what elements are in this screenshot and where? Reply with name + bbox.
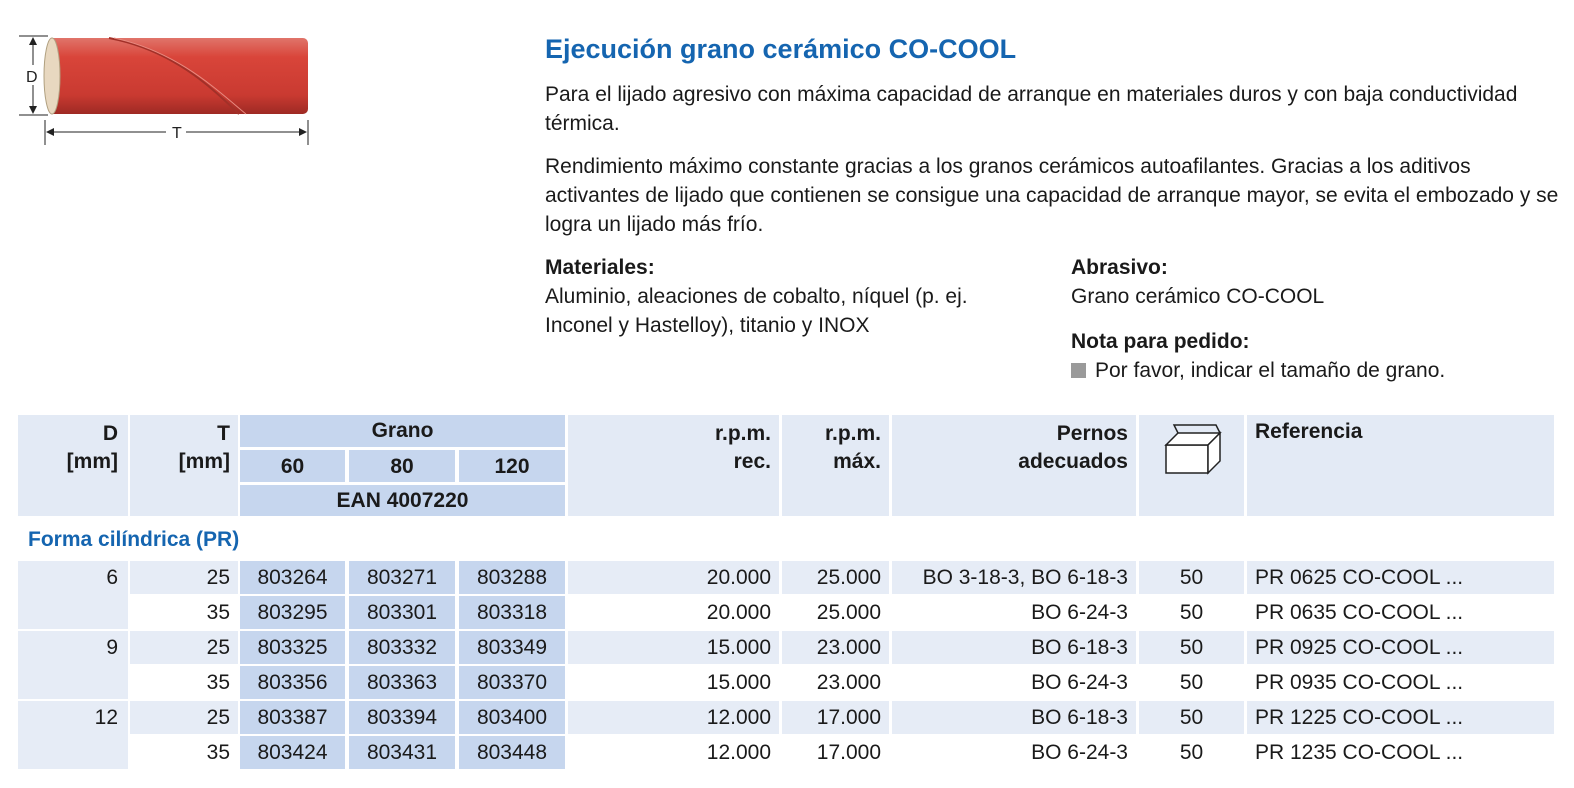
cell-pernos: BO 3-18-3, BO 6-18-3 (892, 561, 1136, 594)
header-grit-60: 60 (240, 450, 345, 482)
cell-ref: PR 1235 CO-COOL ... (1247, 736, 1554, 769)
cell-ref: PR 1225 CO-COOL ... (1247, 701, 1554, 734)
cell-d (18, 594, 128, 629)
cell-max: 25.000 (782, 596, 889, 629)
materials-line-2: Inconel y Hastelloy), titanio y INOX (545, 314, 870, 337)
header-rpm-rec-line2: rec. (733, 450, 771, 473)
materials-line-1: Aluminio, aleaciones de cobalto, níquel (p. ej. (545, 285, 968, 308)
cell-pack: 50 (1139, 701, 1244, 734)
cell-pernos: BO 6-24-3 (892, 736, 1136, 769)
cell-rec: 20.000 (568, 561, 779, 594)
header-grano: Grano (240, 415, 565, 447)
header-d (18, 415, 128, 516)
materials-block (545, 253, 1025, 340)
cell-g80: 803431 (349, 736, 455, 769)
cell-d (18, 664, 128, 699)
description-block (545, 32, 1565, 413)
product-table (18, 415, 1554, 775)
cell-pack: 50 (1139, 666, 1244, 699)
cell-g80: 803332 (349, 631, 455, 664)
cell-g60: 803356 (240, 666, 345, 699)
cell-t: 25 (130, 561, 238, 594)
cell-g60: 803387 (240, 701, 345, 734)
cell-max: 17.000 (782, 736, 889, 769)
cell-ref: PR 0925 CO-COOL ... (1247, 631, 1554, 664)
header-d-line2: [mm] (66, 450, 118, 473)
product-illustration (14, 30, 324, 150)
cell-rec: 15.000 (568, 631, 779, 664)
cell-g60: 803264 (240, 561, 345, 594)
cell-d: 6 (18, 561, 128, 594)
cell-pack: 50 (1139, 561, 1244, 594)
cell-t: 25 (130, 631, 238, 664)
cell-g80: 803363 (349, 666, 455, 699)
header-referencia: Referencia (1247, 415, 1554, 516)
header-t-line2: [mm] (178, 450, 230, 473)
abrasive-label: Abrasivo: (1071, 256, 1168, 279)
cell-ref: PR 0625 CO-COOL ... (1247, 561, 1554, 594)
cell-g120: 803318 (459, 596, 565, 629)
header-d-line1: D (102, 422, 118, 445)
cell-t: 25 (130, 701, 238, 734)
cell-max: 23.000 (782, 666, 889, 699)
cell-t: 35 (130, 596, 238, 629)
cell-rec: 20.000 (568, 596, 779, 629)
cell-g120: 803448 (459, 736, 565, 769)
cell-ref: PR 0635 CO-COOL ... (1247, 596, 1554, 629)
page-title: Ejecución grano cerámico CO-COOL (545, 34, 1017, 64)
cell-pack: 50 (1139, 736, 1244, 769)
cell-d: 12 (18, 701, 128, 734)
header-rpm-max (782, 415, 889, 516)
cell-g60: 803424 (240, 736, 345, 769)
cell-g60: 803295 (240, 596, 345, 629)
dim-t-label: T (172, 125, 182, 142)
cell-g80: 803301 (349, 596, 455, 629)
cell-pernos: BO 6-24-3 (892, 666, 1136, 699)
gray-square-icon (1071, 363, 1086, 378)
materials-label: Materiales: (545, 256, 655, 279)
order-note-label: Nota para pedido: (1071, 330, 1250, 353)
cell-t: 35 (130, 666, 238, 699)
cell-t: 35 (130, 736, 238, 769)
cell-ref: PR 0935 CO-COOL ... (1247, 666, 1554, 699)
cell-rec: 12.000 (568, 736, 779, 769)
box-icon (1162, 423, 1222, 477)
header-rpm-max-line1: r.p.m. (824, 422, 881, 445)
section-title: Forma cilíndrica (PR) (28, 528, 240, 551)
header-t-line1: T (217, 422, 230, 445)
header-t (130, 415, 238, 516)
cell-g120: 803400 (459, 701, 565, 734)
header-rpm-max-line2: máx. (833, 450, 881, 473)
cell-g120: 803349 (459, 631, 565, 664)
order-note (1071, 356, 1551, 385)
header-grit-120: 120 (459, 450, 565, 482)
header-ean: EAN 4007220 (240, 485, 565, 516)
header-pernos (892, 415, 1136, 516)
cell-pernos: BO 6-18-3 (892, 631, 1136, 664)
header-pernos-line2: adecuados (1018, 450, 1128, 473)
cell-max: 23.000 (782, 631, 889, 664)
cell-pack: 50 (1139, 596, 1244, 629)
abrasive-block (1071, 253, 1551, 385)
cell-pernos: BO 6-24-3 (892, 596, 1136, 629)
cell-d: 9 (18, 631, 128, 664)
header-rpm-rec (568, 415, 779, 516)
cell-d (18, 734, 128, 769)
cell-max: 25.000 (782, 561, 889, 594)
header-rpm-rec-line1: r.p.m. (714, 422, 771, 445)
abrasive-text: Grano cerámico CO-COOL (1071, 285, 1325, 308)
header-grit-80: 80 (349, 450, 455, 482)
abrasive-sleeve (48, 38, 308, 114)
header-pernos-line1: Pernos (1056, 422, 1128, 445)
cell-g120: 803288 (459, 561, 565, 594)
cell-g80: 803271 (349, 561, 455, 594)
cell-rec: 15.000 (568, 666, 779, 699)
header-pack (1139, 415, 1244, 516)
cell-max: 17.000 (782, 701, 889, 734)
order-note-text: Por favor, indicar el tamaño de grano. (1095, 359, 1446, 382)
cell-g80: 803394 (349, 701, 455, 734)
cell-rec: 12.000 (568, 701, 779, 734)
cell-g120: 803370 (459, 666, 565, 699)
dim-d-label: D (26, 69, 38, 86)
description-paragraph-2: Rendimiento máximo constante gracias a los granos cerámicos autoafilantes. Gracias a los aditivos activantes de lijado que contienen se consigue una capacidad de arranque mayor, se evita el embozado y se logra un lijado más frío. (545, 155, 1559, 236)
cell-g60: 803325 (240, 631, 345, 664)
description-paragraph-1: Para el lijado agresivo con máxima capacidad de arranque en materiales duros y con baja conductividad térmica. (545, 83, 1518, 135)
cell-pack: 50 (1139, 631, 1244, 664)
cell-pernos: BO 6-18-3 (892, 701, 1136, 734)
